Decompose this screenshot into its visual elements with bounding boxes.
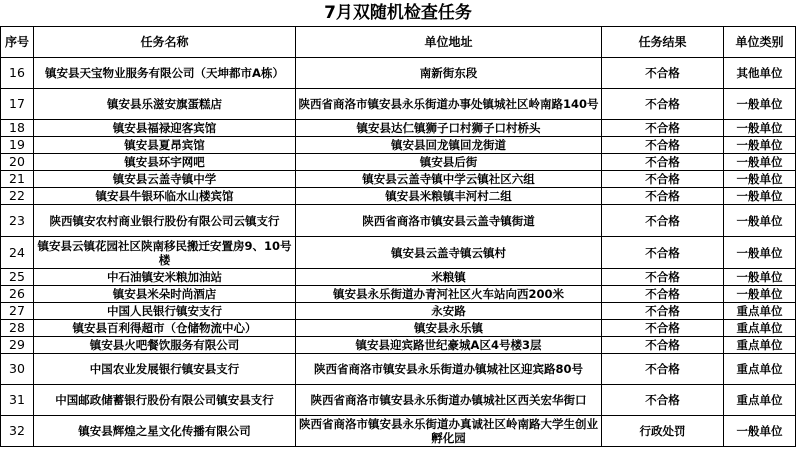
table-row — [1, 320, 796, 337]
row-seq: 30 — [1, 354, 34, 385]
row-result: 不合格 — [602, 286, 724, 303]
table-row — [1, 188, 796, 205]
row-task-name: 镇安县云盖寺镇中学 — [34, 171, 296, 188]
row-result: 不合格 — [602, 188, 724, 205]
row-category: 重点单位 — [724, 337, 796, 354]
row-seq: 24 — [1, 237, 34, 269]
header-seq: 序号 — [1, 27, 34, 58]
table-row — [1, 171, 796, 188]
row-category: 重点单位 — [724, 385, 796, 416]
row-address: 镇安县米粮镇丰河村二组 — [296, 188, 602, 205]
row-address: 镇安县云盖寺镇中学云镇社区六组 — [296, 171, 602, 188]
row-address: 镇安县永乐镇 — [296, 320, 602, 337]
row-category: 一般单位 — [724, 154, 796, 171]
row-seq: 19 — [1, 137, 34, 154]
row-address: 镇安县回龙镇回龙街道 — [296, 137, 602, 154]
row-result: 不合格 — [602, 89, 724, 120]
row-category: 重点单位 — [724, 320, 796, 337]
row-result: 不合格 — [602, 237, 724, 269]
row-task-name: 镇安县乐滋安旗蛋糕店 — [34, 89, 296, 120]
row-task-name: 镇安县福禄迎客宾馆 — [34, 120, 296, 137]
table-row — [1, 416, 796, 447]
row-task-name: 镇安县环宇网吧 — [34, 154, 296, 171]
row-seq: 26 — [1, 286, 34, 303]
row-seq: 27 — [1, 303, 34, 320]
row-address: 陕西省商洛市镇安县云盖寺镇街道 — [296, 205, 602, 237]
row-address: 镇安县后街 — [296, 154, 602, 171]
row-result: 不合格 — [602, 171, 724, 188]
row-result: 不合格 — [602, 354, 724, 385]
row-result: 不合格 — [602, 58, 724, 89]
table-row — [1, 89, 796, 120]
row-seq: 31 — [1, 385, 34, 416]
row-task-name: 镇安县天宝物业服务有限公司（天坤都市A栋） — [34, 58, 296, 89]
sheet-title: 7月双随机检查任务 — [324, 3, 472, 23]
row-seq: 32 — [1, 416, 34, 447]
row-task-name: 陕西镇安农村商业银行股份有限公司云镇支行 — [34, 205, 296, 237]
row-category: 一般单位 — [724, 269, 796, 286]
row-result: 不合格 — [602, 303, 724, 320]
row-seq: 20 — [1, 154, 34, 171]
row-result: 不合格 — [602, 337, 724, 354]
table-row — [1, 58, 796, 89]
row-category: 一般单位 — [724, 416, 796, 447]
row-category: 一般单位 — [724, 205, 796, 237]
row-seq: 25 — [1, 269, 34, 286]
row-seq: 18 — [1, 120, 34, 137]
row-category: 一般单位 — [724, 89, 796, 120]
table-row — [1, 354, 796, 385]
row-task-name: 镇安县夏昂宾馆 — [34, 137, 296, 154]
table-row — [1, 154, 796, 171]
header-category: 单位类别 — [724, 27, 796, 58]
row-task-name: 镇安县米朵时尚酒店 — [34, 286, 296, 303]
row-address: 陕西省商洛市镇安县永乐街道办真诚社区岭南路大学生创业孵化园 — [296, 416, 602, 447]
row-result: 不合格 — [602, 269, 724, 286]
row-result: 不合格 — [602, 320, 724, 337]
row-result: 不合格 — [602, 154, 724, 171]
row-result: 不合格 — [602, 205, 724, 237]
row-task-name: 镇安县百利得超市（仓储物流中心） — [34, 320, 296, 337]
row-task-name: 中石油镇安米粮加油站 — [34, 269, 296, 286]
header-task-name: 任务名称 — [34, 27, 296, 58]
row-result: 不合格 — [602, 385, 724, 416]
row-result: 不合格 — [602, 120, 724, 137]
row-address: 陕西省商洛市镇安县永乐街道办镇城社区西关宏华街口 — [296, 385, 602, 416]
row-task-name: 中国人民银行镇安支行 — [34, 303, 296, 320]
row-seq: 23 — [1, 205, 34, 237]
row-category: 一般单位 — [724, 120, 796, 137]
row-category: 重点单位 — [724, 303, 796, 320]
row-seq: 29 — [1, 337, 34, 354]
row-category: 重点单位 — [724, 354, 796, 385]
table-row — [1, 286, 796, 303]
row-address: 镇安县永乐街道办青河社区火车站向西200米 — [296, 286, 602, 303]
table-row — [1, 205, 796, 237]
row-address: 陕西省商洛市镇安县永乐街道办事处镇城社区岭南路140号 — [296, 89, 602, 120]
row-address: 南新街东段 — [296, 58, 602, 89]
row-category: 一般单位 — [724, 237, 796, 269]
row-address: 米粮镇 — [296, 269, 602, 286]
row-seq: 17 — [1, 89, 34, 120]
row-address: 镇安县迎宾路世纪豪城A区4号楼3层 — [296, 337, 602, 354]
row-category: 一般单位 — [724, 171, 796, 188]
row-seq: 28 — [1, 320, 34, 337]
row-result: 行政处罚 — [602, 416, 724, 447]
table-row — [1, 237, 796, 269]
table-row — [1, 120, 796, 137]
row-category: 一般单位 — [724, 137, 796, 154]
row-result: 不合格 — [602, 137, 724, 154]
row-address: 镇安县云盖寺镇云镇村 — [296, 237, 602, 269]
row-category: 一般单位 — [724, 188, 796, 205]
table-row — [1, 269, 796, 286]
row-task-name: 中国邮政储蓄银行股份有限公司镇安县支行 — [34, 385, 296, 416]
row-address: 永安路 — [296, 303, 602, 320]
row-seq: 16 — [1, 58, 34, 89]
row-seq: 22 — [1, 188, 34, 205]
table-row — [1, 303, 796, 320]
row-seq: 21 — [1, 171, 34, 188]
table-row — [1, 137, 796, 154]
row-task-name: 镇安县云镇花园社区陕南移民搬迁安置房9、10号楼 — [34, 237, 296, 269]
row-address: 镇安县达仁镇狮子口村狮子口村桥头 — [296, 120, 602, 137]
row-task-name: 中国农业发展银行镇安县支行 — [34, 354, 296, 385]
row-task-name: 镇安县火吧餐饮服务有限公司 — [34, 337, 296, 354]
task-table — [0, 26, 796, 447]
row-address: 陕西省商洛市镇安县永乐街道办镇城社区迎宾路80号 — [296, 354, 602, 385]
table-row — [1, 385, 796, 416]
row-category: 一般单位 — [724, 286, 796, 303]
header-result: 任务结果 — [602, 27, 724, 58]
row-task-name: 镇安县牛银环临水山楼宾馆 — [34, 188, 296, 205]
row-task-name: 镇安县辉煌之星文化传播有限公司 — [34, 416, 296, 447]
row-category: 其他单位 — [724, 58, 796, 89]
table-row — [1, 337, 796, 354]
header-row — [1, 27, 796, 58]
header-address: 单位地址 — [296, 27, 602, 58]
